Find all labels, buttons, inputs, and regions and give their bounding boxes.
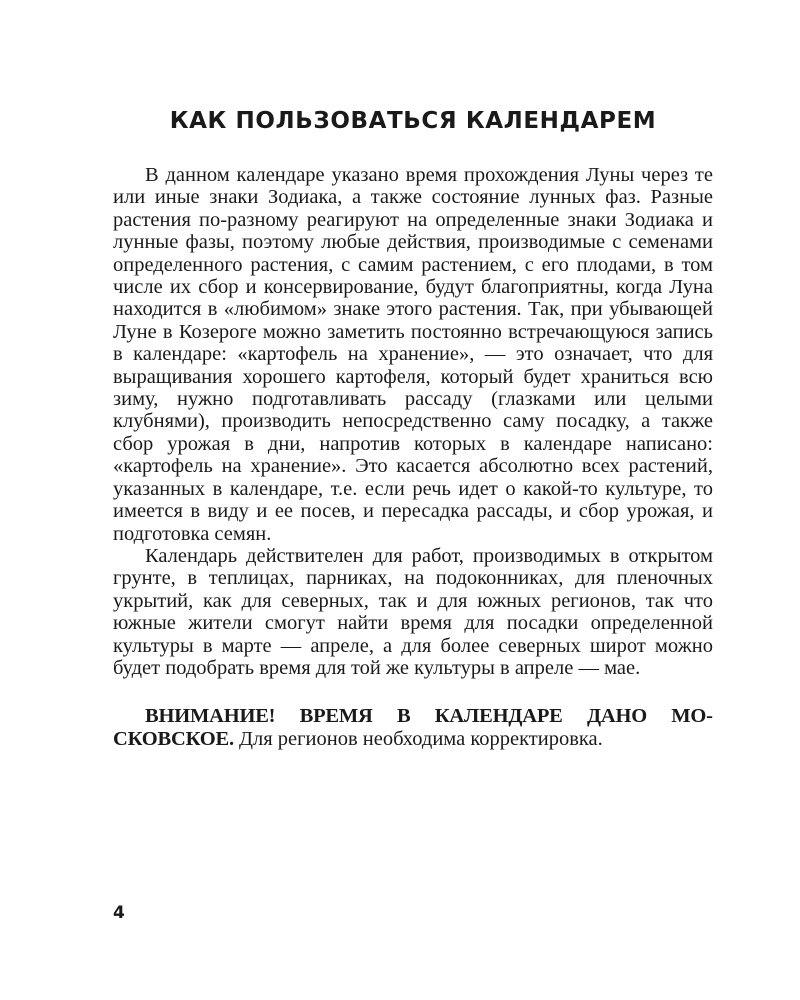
- page-title: КАК ПОЛЬЗОВАТЬСЯ КАЛЕНДАРЕМ: [169, 108, 657, 134]
- warning-paragraph: [113, 705, 713, 750]
- body-text: [113, 164, 713, 679]
- warning-rest-text: Для регионов необходима корректировка.: [233, 727, 603, 750]
- page-content: [113, 108, 713, 771]
- warning-bold-text: ВНИМАНИЕ! ВРЕМЯ В КАЛЕНДАРЕ ДАНО МОСКОВСКОЕ.: [113, 705, 713, 750]
- paragraph-1: В данном календаре указано время прохождения Луны через те или иные знаки Зодиака, а также состояние лунных фаз. Разные растения по-разному реагируют на определенные знаки Зодиака и лунные фазы, поэтому любые действия, производимые с семенами определенного растения, с самим растением, с его плодами, в том числе их сбор и консервирование, будут благоприятны, когда Луна находится в «любимом» знаке этого растения. Так, при убывающей Луне в Козероге можно заметить постоянно встречающуюся запись в календаре: «картофель на хранение», — это означает, что для выращивания хорошего картофеля, который будет храниться всю зиму, нужно подготавливать рассаду (глазками или целыми клубнями), производить непосредственно саму посадку, а также сбор урожая в дни, напротив которых в календаре написано: «картофель на хранение». Это касается абсолютно всех растений, указанных в календаре, т.е. если речь идет о какой-то культуре, то имеется в виду и ее посев, и пересадка рассады, и сбор урожая, и подготовка семян.: [113, 164, 713, 545]
- paragraph-2: Календарь действителен для работ, производимых в открытом грунте, в теплицах, парниках, на подоконниках, для пленочных укрытий, как для северных, так и для южных регионов, так что южные жители смогут найти время для посадки определенной культуры в марте — апреле, а для более северных широт можно будет подобрать время для той же культуры в апреле — мае.: [113, 544, 713, 679]
- page-number: 4: [113, 903, 125, 923]
